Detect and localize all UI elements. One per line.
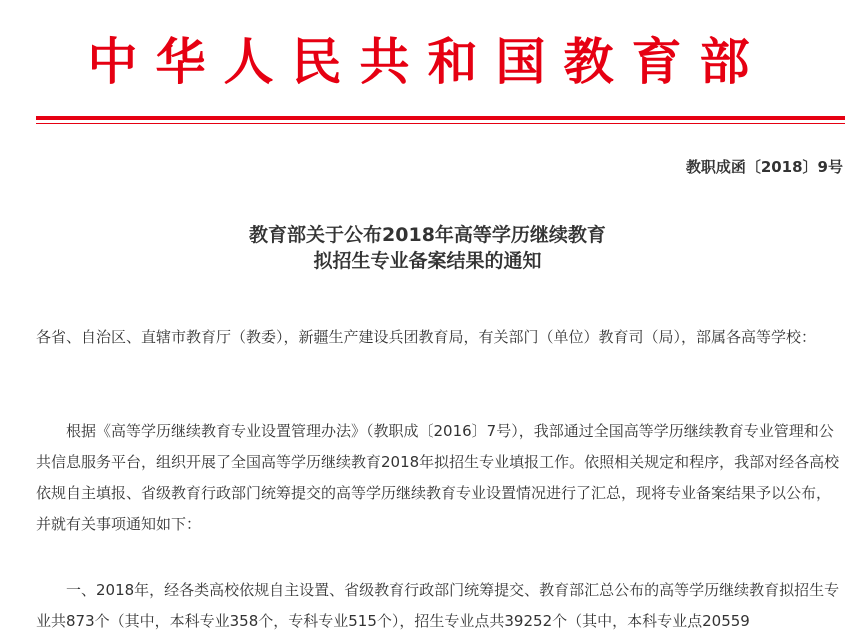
ministry-masthead: 中华人民共和国教育部 [87, 32, 768, 91]
masthead-divider-thick [36, 116, 845, 120]
document-title-line-1: 教育部关于公布2018年高等学历继续教育 [249, 224, 606, 246]
document-title [0, 222, 855, 274]
body-paragraph-2: 一、2018年，经各类高校依规自主设置、省级教育行政部门统筹提交、教育部汇总公布的高等学历继续教育拟招生专业共873个（其中，本科专业358个，专科专业515个），招生专业点共39252个（其中，本科专业点20559 [36, 581, 840, 630]
salutation: 各省、自治区、直辖市教育厅（教委），新疆生产建设兵团教育局，有关部门（单位）教育司（局），部属各高等学校： [36, 328, 817, 346]
masthead-divider-thin [36, 123, 845, 124]
body-paragraph-1: 根据《高等学历继续教育专业设置管理办法》（教职成〔2016〕7号），我部通过全国高等学历继续教育专业管理和公共信息服务平台，组织开展了全国高等学历继续教育2018年拟招生专业填报工作。依照相关规定和程序，我部对经各高校依规自主填报、省级教育行政部门统筹提交的高等学历继续教育专业设置情况进行了汇总，现将专业备案结果予以公布，并就有关事项通知如下： [36, 422, 840, 533]
document-number: 教职成函〔2018〕9号 [685, 158, 843, 176]
document-title-line-2: 拟招生专业备案结果的通知 [313, 250, 542, 272]
